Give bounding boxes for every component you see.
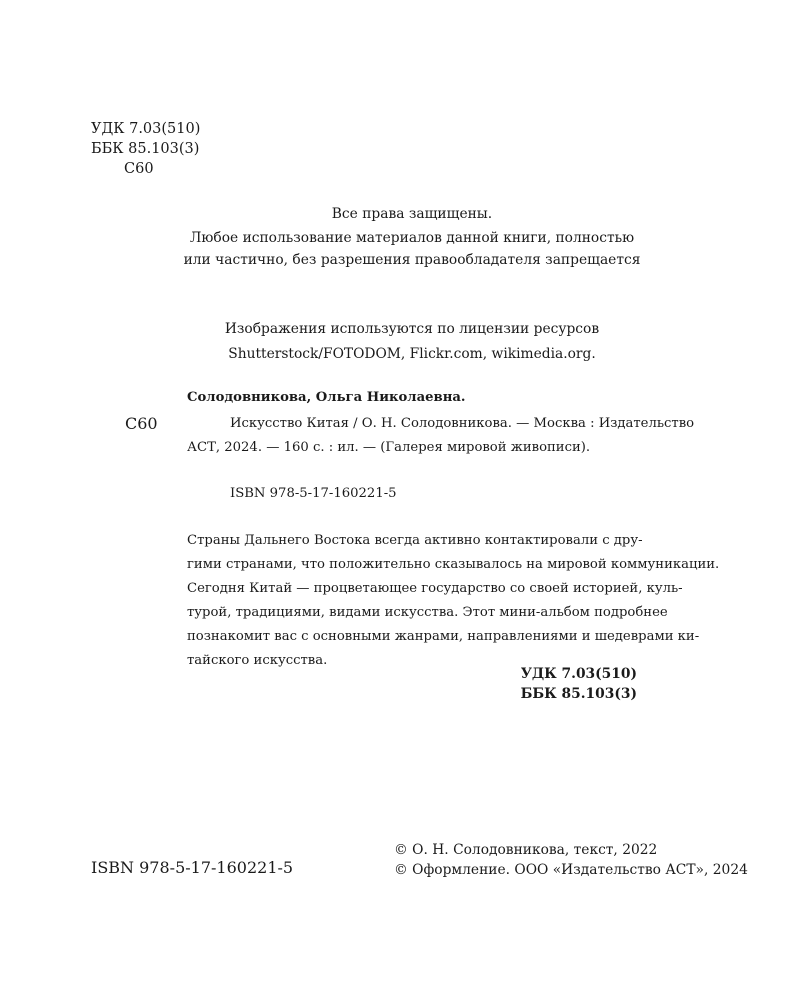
license-text-line: Shutterstock/FOTODOM, Flickr.com, wikimedia.org. [228,346,596,362]
isbn-line: ISBN 978-5-17-160221-5 [230,486,397,501]
annotation-line: познакомит вас с основными жанрами, направлениями и шедеврами ки- [187,629,700,644]
udk-code-bottom: УДК 7.03(510) [520,666,637,682]
bibliographic-line: АСТ, 2024. — 160 с. : ил. — (Галерея мировой живописи). [187,440,591,455]
bibliographic-line: Искусство Китая / О. Н. Солодовникова. — Москва : Издательство [230,416,695,431]
bbk-code-bottom: ББК 85.103(3) [520,686,637,702]
rights-text-line: Любое использование материалов данной книги, полностью [189,230,635,246]
udk-code: УДК 7.03(510) [91,121,201,137]
bbk-code: ББК 85.103(3) [91,141,200,157]
rights-text-line: или частично, без разрешения правообладателя запрещается [183,252,641,268]
copyright-line: © О. Н. Солодовникова, текст, 2022 [394,842,658,858]
copyright-line: © Оформление. ООО «Издательство АСТ», 2024 [394,862,748,878]
annotation-line: Сегодня Китай — процветающее государство со своей историей, куль- [187,581,683,596]
license-text-line: Изображения используются по лицензии ресурсов [224,321,600,337]
rights-heading: Все права защищены. [331,206,493,222]
author-heading: Солодовникова, Ольга Николаевна. [187,390,466,405]
isbn-footer: ISBN 978-5-17-160221-5 [91,858,294,877]
annotation-line: тайского искусства. [187,653,328,668]
annotation-line: гими странами, что положительно сказывалось на мировой коммуникации. [187,557,720,572]
annotation-line: Страны Дальнего Востока всегда активно контактировали с дру- [187,533,643,548]
annotation-line: турой, традициями, видами искусства. Этот мини-альбом подробнее [187,605,668,620]
author-mark-large: С60 [125,414,158,433]
author-mark: С60 [124,161,154,177]
